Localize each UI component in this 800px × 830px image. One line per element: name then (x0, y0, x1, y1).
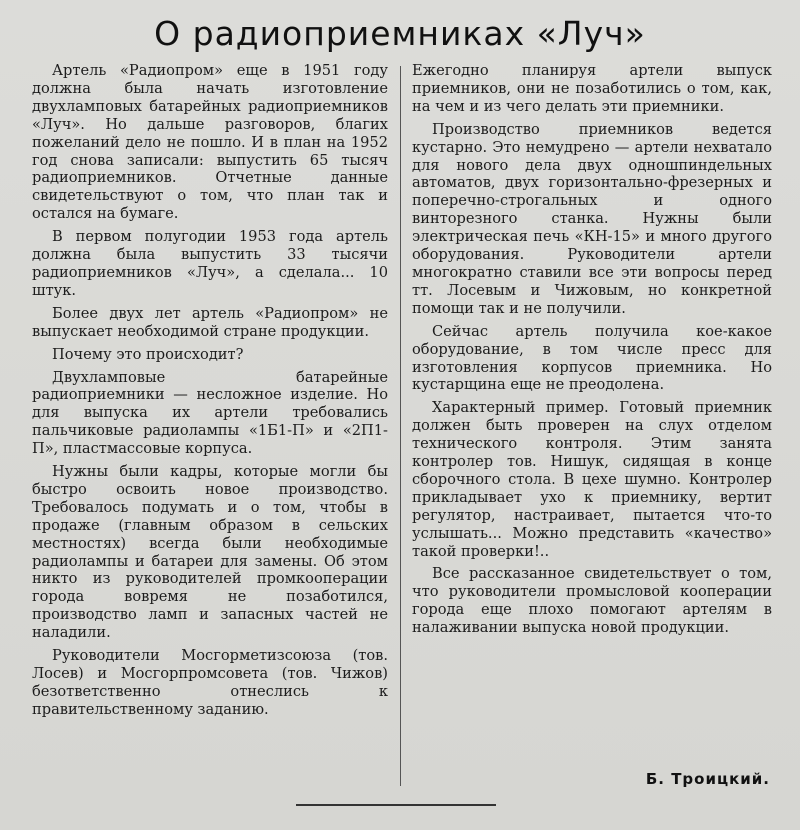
article-paragraph: Все рассказанное свидетельствует о том, что руководители промысловой кооперации города еще плохо помогают артелям в налаживании выпуска новой продукции. (412, 565, 772, 637)
article-paragraph: Характерный пример. Готовый приемник должен быть проверен на слух отделом технического контроля. Этим занята контролер тов. Нишук, сидящая в конце сборочного стола. В цехе шумно. Контролер прикладывает ухо к приемнику, вертит регулятор, настраивает, пытается что-то услышать... Можно представить «качество» такой проверки!.. (412, 399, 772, 560)
article-left-column (32, 62, 388, 794)
article-paragraph: Сейчас артель получила кое-какое оборудование, в том числе пресс для изготовления корпусов приемника. Но кустарщина еще не преодолена. (412, 322, 772, 394)
article-paragraph: Производство приемников ведется кустарно. Это немудрено — артели нехватало для нового дела двух одношпиндельных автоматов, двух горизонтально-фрезерных и поперечно-строгальных и одного винторезного станка. Нужны были электрическая печь «КН-15» и много другого оборудования. Руководители артели многократно ставили все эти вопросы перед тт. Лосевым и Чижовым, но конкретной помощи так и не получили. (412, 120, 772, 317)
article-right-column (412, 62, 772, 802)
article-paragraph: Ежегодно планируя артели выпуск приемников, они не позаботились о том, как, на чем и из чего делать эти приемники. (412, 62, 772, 115)
column-divider (400, 66, 401, 786)
article-paragraph: Более двух лет артель «Радиопром» не выпускает необходимой стране продукции. (32, 304, 388, 340)
article-paragraph: Нужны были кадры, которые могли бы быстро освоить новое производство. Требовалось подумать и о том, чтобы в продаже (главным образом в сельских местностях) всегда были необходимые радиолампы и батареи для замены. Об этом никто из руководителей промкооперации города вовремя не позаботился, производство ламп и запасных частей не наладили. (32, 463, 388, 642)
article-paragraph: Артель «Радиопром» еще в 1951 году должна была начать изготовление двухламповых батарейных радиоприемников «Луч». Но дальше разговоров, благих пожеланий дело не пошло. И в план на 1952 год снова записали: выпустить 65 тысяч радиоприемников. Отчетные данные свидетельствуют о том, что план так и остался на бумаге. (32, 62, 388, 223)
article-paragraph: В первом полугодии 1953 года артель должна была выпустить 33 тысячи радиоприемников «Луч», а сделала... 10 штук. (32, 228, 388, 299)
article-title: О радиоприемниках «Луч» (154, 14, 646, 53)
end-rule (296, 804, 496, 806)
author-signature: Б. Троицкий. (645, 770, 770, 788)
article-paragraph: Почему это происходит? (52, 345, 244, 363)
article-paragraph: Двухламповые батарейные радиоприемники — несложное изделие. Но для выпуска их артели требовались пальчиковые радиолампы «1Б1-П» и «2П1-П», пластмассовые корпуса. (32, 368, 388, 458)
article-paragraph: Руководители Мосгорметизсоюза (тов. Лосев) и Мосгорпромсовета (тов. Чижов) безответственно отнеслись к правительственному заданию. (32, 647, 388, 718)
